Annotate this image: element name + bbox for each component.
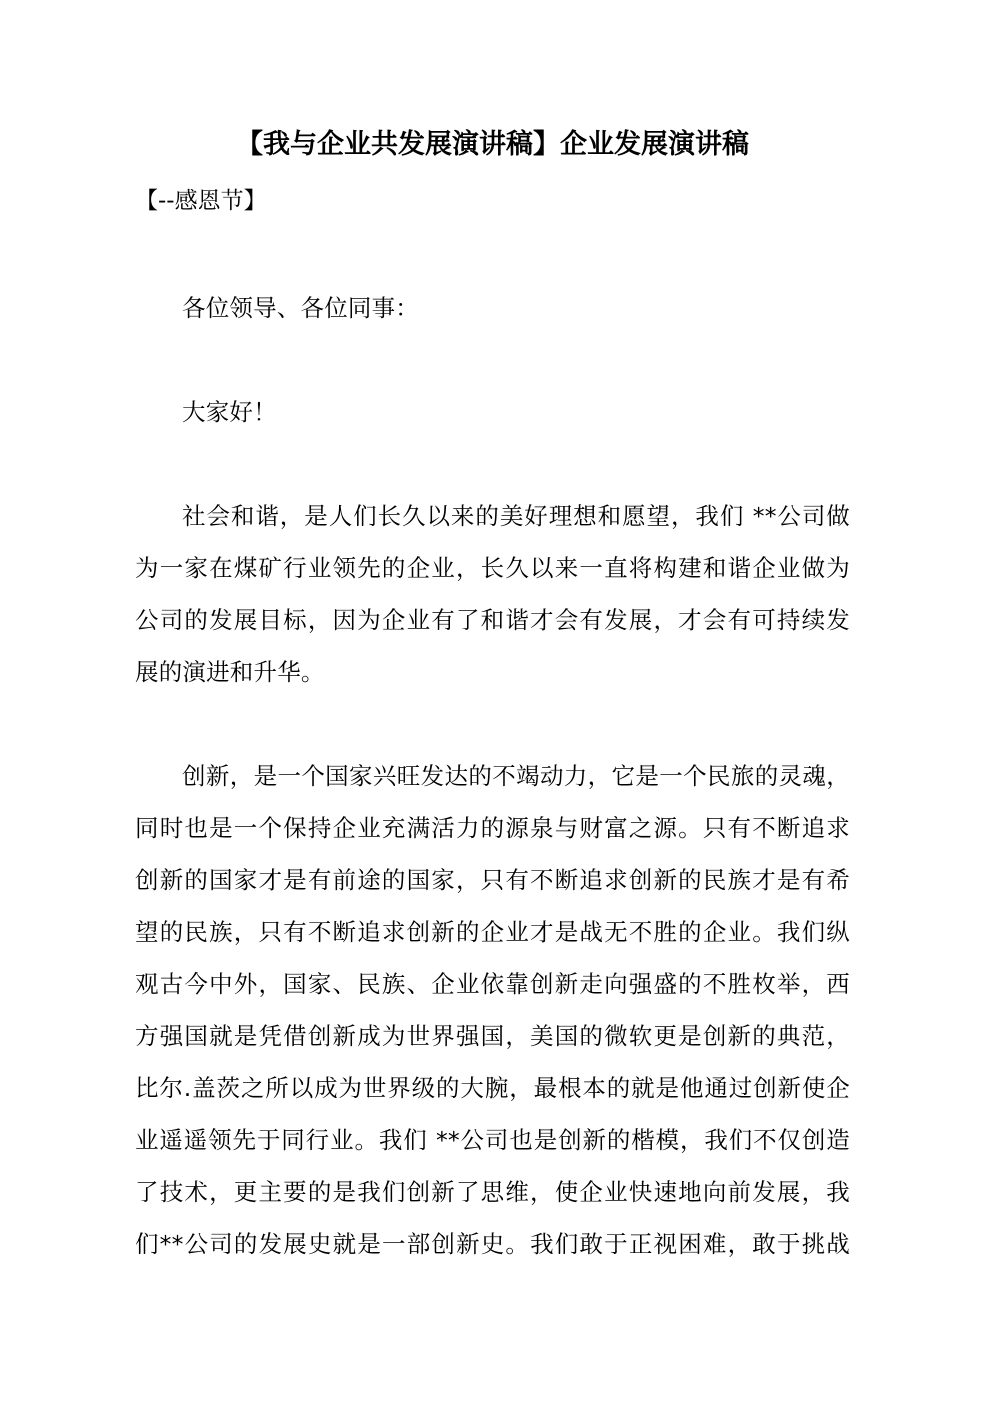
paragraph-line: 社会和谐，是人们长久以来的美好理想和愿望，我们 **公司做	[182, 502, 850, 530]
paragraph-line: 业遥遥领先于同行业。我们 **公司也是创新的楷模，我们不仅创造	[135, 1126, 850, 1154]
paragraph-line: 方强国就是凭借创新成为世界强国，美国的微软更是创新的典范，	[135, 1022, 850, 1050]
document-subtitle: 【--感恩节】	[135, 188, 267, 214]
paragraph-line: 为一家在煤矿行业领先的企业，长久以来一直将构建和谐企业做为	[135, 554, 850, 582]
greeting-line: 各位领导、各位同事：	[182, 294, 419, 322]
paragraph-line: 们**公司的发展史就是一部创新史。我们敢于正视困难，敢于挑战	[135, 1230, 850, 1258]
salutation-line: 大家好！	[182, 398, 277, 426]
paragraph-line: 望的民族，只有不断追求创新的企业才是战无不胜的企业。我们纵	[135, 918, 850, 946]
paragraph-line: 公司的发展目标，因为企业有了和谐才会有发展，才会有可持续发	[135, 606, 850, 634]
paragraph-line: 创新，是一个国家兴旺发达的不竭动力，它是一个民旅的灵魂，	[182, 762, 850, 790]
page-title: 【我与企业共发展演讲稿】企业发展演讲稿	[236, 129, 749, 160]
paragraph-line: 观古今中外，国家、民族、企业依靠创新走向强盛的不胜枚举，西	[135, 970, 850, 998]
paragraph-line: 了技术，更主要的是我们创新了思维，使企业快速地向前发展，我	[135, 1178, 850, 1206]
paragraph-line: 展的演进和升华。	[135, 658, 325, 686]
paragraph-line: 同时也是一个保持企业充满活力的源泉与财富之源。只有不断追求	[135, 814, 850, 842]
paragraph-line: 比尔.盖茨之所以成为世界级的大腕，最根本的就是他通过创新使企	[135, 1074, 850, 1102]
paragraph-harmony	[135, 490, 850, 698]
paragraph-line: 创新的国家才是有前途的国家，只有不断追求创新的民族才是有希	[135, 866, 850, 894]
paragraph-innovation	[135, 750, 850, 1270]
